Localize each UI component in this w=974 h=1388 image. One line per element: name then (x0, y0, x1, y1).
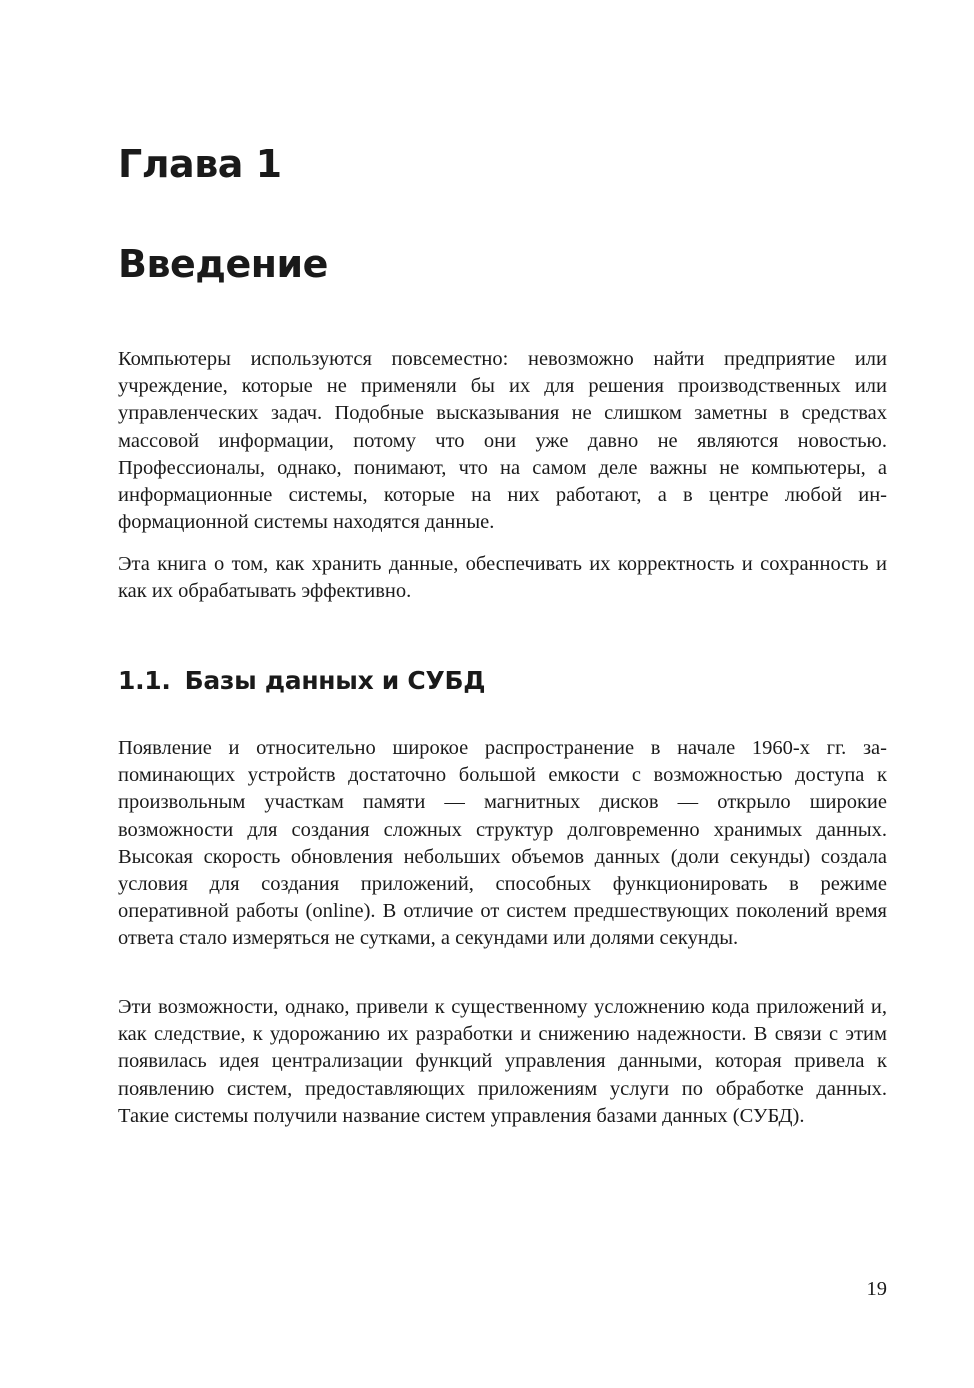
intro-paragraph-2-block (118, 551, 887, 605)
intro-paragraph: Эта книга о том, как хранить данные, обеспечивать их корректность и сохранность и как их обрабатывать эффективно. (118, 553, 887, 603)
section-paragraph-2-block (118, 994, 887, 1130)
section-paragraph: Эти возможности, однако, привели к существенному усложнению кода приложений и, как следствие, к удорожанию их разработки и снижению надежности. В связи с этим появилась идея централизации функций управления данными, которая привела к появлению систем, предоставляющих приложениям услуги по обработке данных. Такие системы получили название систем управления базами данных (СУБД). (118, 996, 887, 1127)
section-number: 1.1. (118, 666, 171, 695)
chapter-title: Введение (118, 242, 328, 286)
section-title: Базы данных и СУБД (184, 666, 486, 695)
section-heading (118, 664, 485, 698)
section-paragraph: Появление и относительно широкое распространение в начале 1960-х гг. запоминающих устройств достаточно большой емкости с возможностью доступа к произвольным участкам памяти — магнитных дисков — открыло широкие возможности для создания сложных структур долговременно хранимых данных. Высокая скорость обновления небольших объемов данных (доли секунды) создала условия для создания приложений, способных функционировать в режиме оперативной работы (online). В отличие от систем предшествующих поколений время ответа стало измеряться не сутками, а секундами или долями секунды. (118, 737, 887, 950)
intro-paragraph: Компьютеры используются повсеместно: невозможно найти предприятие или учреждение, которые не применяли бы их для решения производственных или управленческих задач. Подобные высказывания не слишком заметны в средствах массовой информации, потому что они уже давно не являются новостью. Профессионалы, однако, понимают, что на самом деле важны не компьютеры, а информационные системы, которые на них работают, а в центре любой информационной системы находятся данные. (118, 348, 887, 534)
intro-paragraph-1-block (118, 346, 887, 536)
page-number: 19 (866, 1278, 887, 1300)
chapter-label: Глава 1 (118, 142, 282, 186)
section-paragraph-1-block (118, 735, 887, 953)
